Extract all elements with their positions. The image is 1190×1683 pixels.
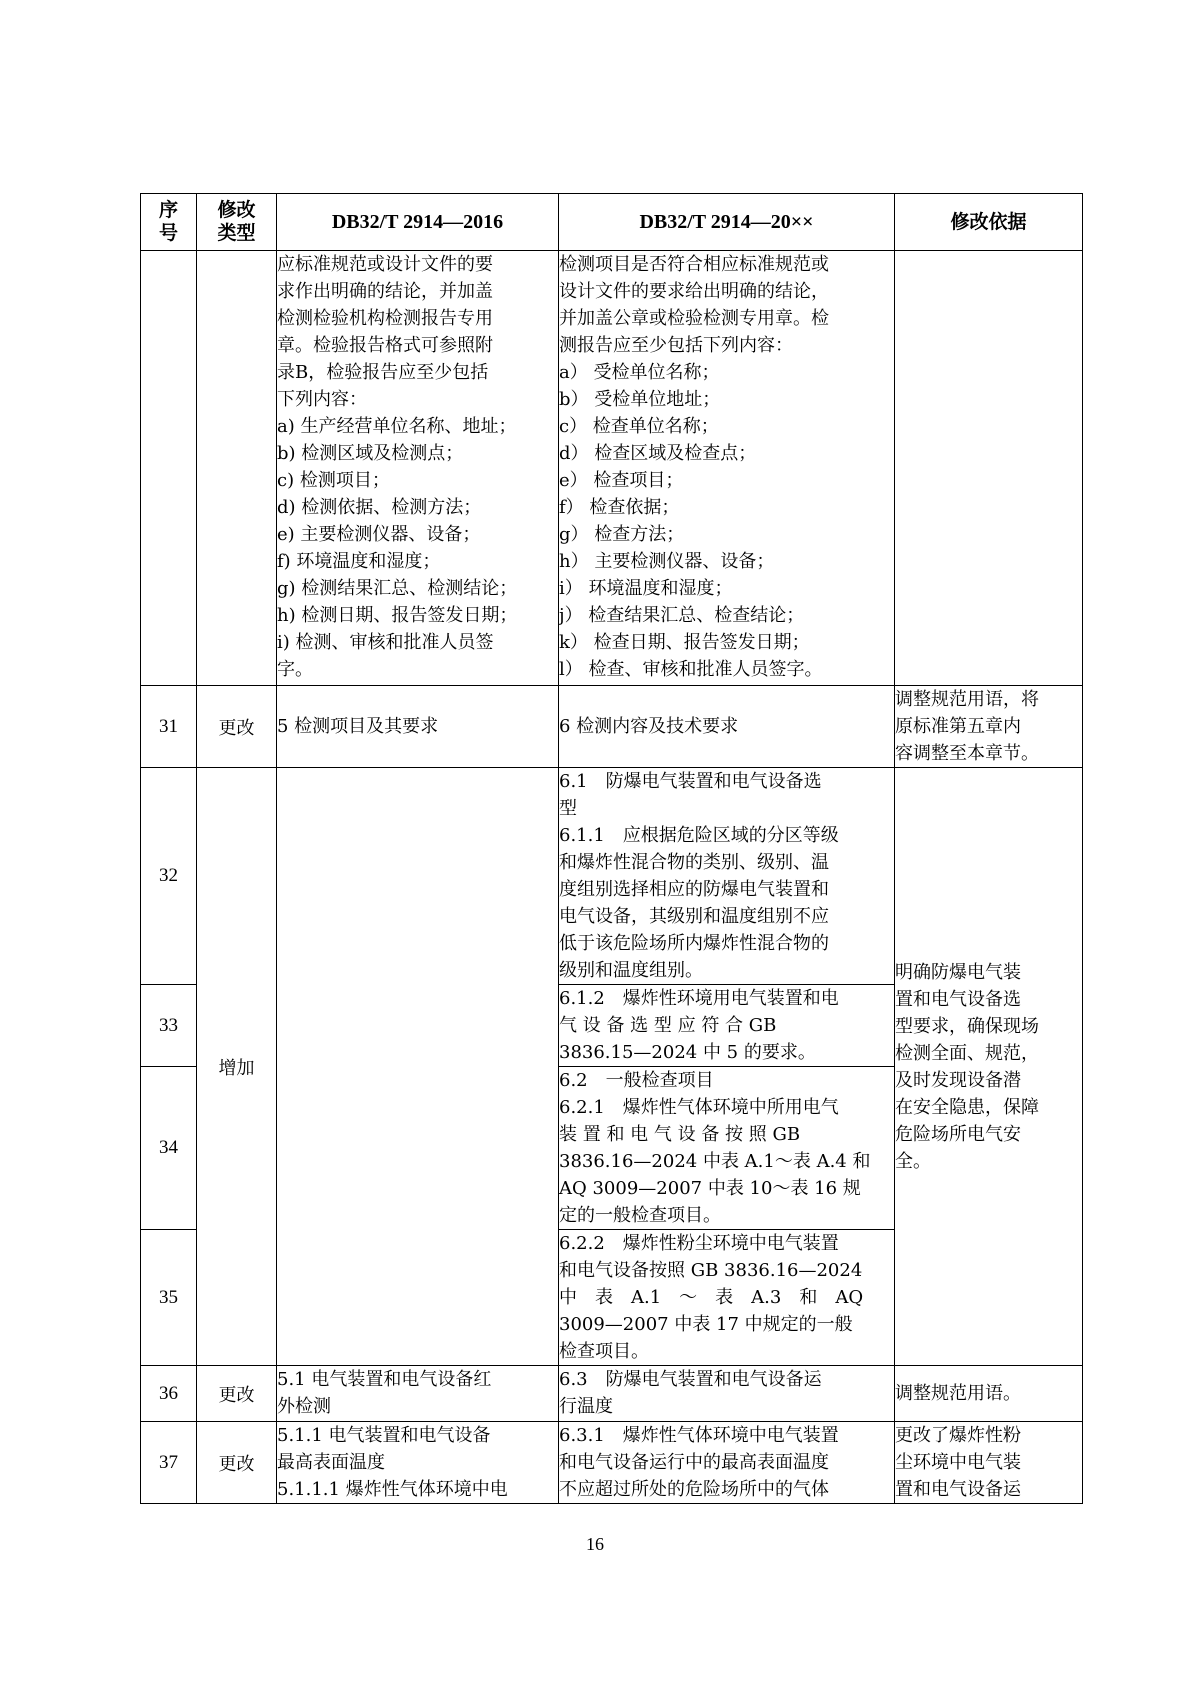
text-line: 更改了爆炸性粉 xyxy=(895,1425,1021,1446)
row-number: 32 xyxy=(141,768,197,985)
text-line: a） 受检单位名称； xyxy=(559,362,720,383)
text-line: d) 检测依据、检测方法； xyxy=(277,497,482,518)
header-new-standard: DB32/T 2914—20×× xyxy=(559,194,895,251)
text-line: e) 主要检测仪器、设备； xyxy=(277,524,481,545)
text-line: 置和电气设备选 xyxy=(895,988,1021,1010)
text-line: 5.1.1.1 爆炸性气体环境中电 xyxy=(277,1479,508,1500)
text-line: 不应超过所处的危险场所中的气体 xyxy=(559,1479,829,1500)
text-line: 外检测 xyxy=(277,1396,331,1417)
text-line: 6.3 防爆电气装置和电气设备运 xyxy=(559,1369,822,1390)
text-line: 6.1.1 应根据危险区域的分区等级 xyxy=(559,825,839,846)
text-line: 设计文件的要求给出明确的结论， xyxy=(559,281,829,302)
text-line: AQ 3009—2007 中表 10～表 16 规 xyxy=(559,1178,861,1199)
text-line: 危险场所电气安 xyxy=(895,1123,1021,1145)
text-line: 最高表面温度 xyxy=(277,1452,385,1473)
text-line: d） 检查区域及检查点； xyxy=(559,443,757,464)
basis-text xyxy=(895,768,1083,1366)
text-line: 原标准第五章内 xyxy=(895,716,1021,737)
table-row-31 xyxy=(141,686,1083,768)
text-line: 型要求，确保现场 xyxy=(895,1015,1039,1037)
row-number: 34 xyxy=(141,1067,197,1230)
text-line: h） 主要检测仪器、设备； xyxy=(559,551,775,572)
text-line: i） 环境温度和湿度； xyxy=(559,578,733,599)
text-line: 3836.15—2024 中 5 的要求。 xyxy=(559,1042,816,1063)
row-number: 35 xyxy=(141,1230,197,1366)
new-clause xyxy=(559,1422,895,1504)
text-line: 3009—2007 中表 17 中规定的一般 xyxy=(559,1314,853,1335)
change-type: 更改 xyxy=(197,686,277,768)
text-line: 6.2.2 爆炸性粉尘环境中电气装置 xyxy=(559,1233,839,1254)
continued-row xyxy=(141,251,1083,686)
new-clause xyxy=(559,985,895,1067)
text-line: 检查项目。 xyxy=(559,1341,649,1362)
header-type: 修改类型 xyxy=(197,194,277,251)
text-line: 6.1.2 爆炸性环境用电气装置和电 xyxy=(559,988,839,1009)
text-line: b） 受检单位地址； xyxy=(559,389,721,410)
text-line: f) 环境温度和湿度； xyxy=(277,551,441,572)
text-line: 尘环境中电气装 xyxy=(895,1452,1021,1473)
cont-type-cell xyxy=(197,251,277,686)
row-number: 31 xyxy=(141,686,197,768)
text-line: 求作出明确的结论，并加盖 xyxy=(277,281,493,302)
new-clause xyxy=(559,768,895,985)
text-line: 6.2.1 爆炸性气体环境中所用电气 xyxy=(559,1097,839,1118)
old-clause xyxy=(277,1422,559,1504)
new-clause: 6 检测内容及技术要求 xyxy=(559,686,895,768)
old-clause xyxy=(277,1366,559,1422)
text-line: 装 置 和 电 气 设 备 按 照 GB xyxy=(559,1124,801,1145)
row-number: 36 xyxy=(141,1366,197,1422)
text-line: 气 设 备 选 型 应 符 合 GB xyxy=(559,1015,777,1036)
row-number: 33 xyxy=(141,985,197,1067)
text-line: 6.2 一般检查项目 xyxy=(559,1070,714,1091)
header-seq: 序号 xyxy=(141,194,197,251)
change-type: 更改 xyxy=(197,1366,277,1422)
text-line: 和电气设备运行中的最高表面温度 xyxy=(559,1452,829,1473)
text-line: l） 检查、审核和批准人员签字。 xyxy=(559,659,823,680)
text-line: 中 表 A.1 ～ 表 A.3 和 AQ xyxy=(559,1287,864,1308)
basis-text xyxy=(895,686,1083,768)
text-line: 全。 xyxy=(895,1150,931,1172)
cont-basis-cell xyxy=(895,251,1083,686)
text-line: 5.1 电气装置和电气设备红 xyxy=(277,1369,492,1390)
text-line: 下列内容： xyxy=(277,389,367,410)
text-line: 6.1 防爆电气装置和电气设备选 xyxy=(559,771,822,792)
table-row-36 xyxy=(141,1366,1083,1422)
text-line: 明确防爆电气装 xyxy=(895,961,1021,983)
text-line: 低于该危险场所内爆炸性混合物的 xyxy=(559,933,829,954)
text-line: 6.3.1 爆炸性气体环境中电气装置 xyxy=(559,1425,839,1446)
cont-no-cell xyxy=(141,251,197,686)
change-type: 增加 xyxy=(197,768,277,1366)
new-clause xyxy=(559,1366,895,1422)
table-row-37 xyxy=(141,1422,1083,1504)
page-number: 16 xyxy=(586,1534,604,1554)
text-line: i) 检测、审核和批准人员签 xyxy=(277,632,494,653)
text-line: 行温度 xyxy=(559,1396,613,1417)
text-line: c) 检测项目； xyxy=(277,470,390,491)
old-clause-empty xyxy=(277,768,559,1366)
text-line: 应标准规范或设计文件的要 xyxy=(277,254,493,275)
header-basis: 修改依据 xyxy=(895,194,1083,251)
row-number: 37 xyxy=(141,1422,197,1504)
text-line: c） 检查单位名称； xyxy=(559,416,719,437)
old-clause: 5 检测项目及其要求 xyxy=(277,686,559,768)
text-line: 测报告应至少包括下列内容： xyxy=(559,335,793,356)
text-line: k） 检查日期、报告签发日期； xyxy=(559,632,810,653)
new-clause xyxy=(559,1230,895,1366)
new-clause xyxy=(559,1067,895,1230)
text-line: 检测检验机构检测报告专用 xyxy=(277,308,493,329)
text-line: 级别和温度组别。 xyxy=(559,960,703,981)
cont-old-text xyxy=(277,251,559,686)
text-line: 和爆炸性混合物的类别、级别、温 xyxy=(559,852,829,873)
text-line: j） 检查结果汇总、检查结论； xyxy=(559,605,805,626)
text-line: 3836.16—2024 中表 A.1～表 A.4 和 xyxy=(559,1151,871,1172)
text-line: 章。检验报告格式可参照附 xyxy=(277,335,493,356)
cont-new-text xyxy=(559,251,895,686)
text-line: 定的一般检查项目。 xyxy=(559,1205,721,1226)
change-type: 更改 xyxy=(197,1422,277,1504)
text-line: 字。 xyxy=(277,659,313,680)
text-line: 5.1.1 电气装置和电气设备 xyxy=(277,1425,491,1446)
text-line: b) 检测区域及检测点； xyxy=(277,443,464,464)
revision-table xyxy=(140,193,1083,1504)
text-line: h) 检测日期、报告签发日期； xyxy=(277,605,518,626)
text-line: 检测项目是否符合相应标准规范或 xyxy=(559,254,829,275)
text-line: 调整规范用语，将 xyxy=(895,689,1039,710)
text-line: 及时发现设备潜 xyxy=(895,1069,1021,1091)
text-line: 电气设备，其级别和温度组别不应 xyxy=(559,906,829,927)
header-row xyxy=(141,194,1083,251)
text-line: 和电气设备按照 GB 3836.16—2024 xyxy=(559,1260,863,1281)
text-line: g） 检查方法； xyxy=(559,524,685,545)
text-line: 置和电气设备运 xyxy=(895,1479,1021,1500)
text-line: 录B，检验报告应至少包括 xyxy=(277,362,489,383)
text-line: e） 检查项目； xyxy=(559,470,684,491)
basis-text: 调整规范用语。 xyxy=(895,1366,1083,1422)
table-row-32 xyxy=(141,768,1083,985)
basis-text xyxy=(895,1422,1083,1504)
text-line: 在安全隐患，保障 xyxy=(895,1096,1039,1118)
header-old-standard: DB32/T 2914—2016 xyxy=(277,194,559,251)
text-line: a) 生产经营单位名称、地址； xyxy=(277,416,517,437)
text-line: 度组别选择相应的防爆电气装置和 xyxy=(559,879,829,900)
text-line: 型 xyxy=(559,798,577,819)
text-line: 容调整至本章节。 xyxy=(895,743,1039,764)
text-line: 并加盖公章或检验检测专用章。检 xyxy=(559,308,829,329)
text-line: 检测全面、规范， xyxy=(895,1042,1039,1064)
text-line: f） 检查依据； xyxy=(559,497,680,518)
text-line: g) 检测结果汇总、检测结论； xyxy=(277,578,518,599)
